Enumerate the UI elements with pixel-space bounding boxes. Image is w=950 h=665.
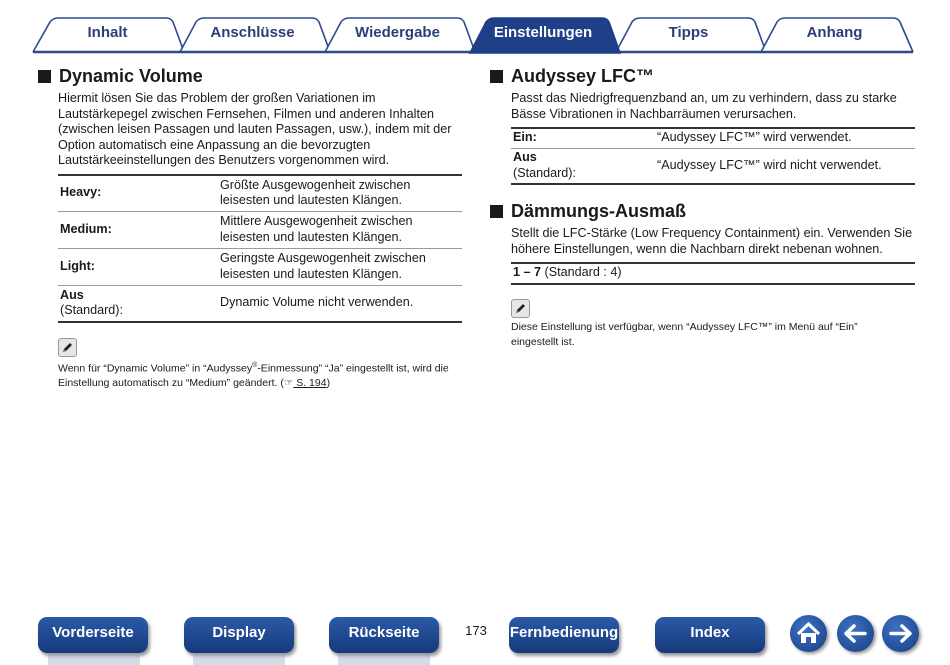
heading-square-icon — [38, 70, 51, 83]
option-desc: Geringste Ausgewogenheit zwischen leisesten und lautesten Klängen. — [218, 248, 462, 285]
audyssey-lfc-title: Audyssey LFC™ — [511, 65, 655, 86]
nav-fernbedienung-button[interactable]: Fernbedienung — [509, 617, 619, 653]
table-row — [58, 285, 462, 322]
pencil-note-icon — [511, 299, 530, 318]
pencil-note-icon — [58, 338, 77, 357]
back-arrow-icon — [837, 615, 874, 652]
heading-square-icon — [490, 70, 503, 83]
back-button[interactable] — [837, 615, 874, 652]
option-key: Heavy: — [58, 175, 218, 211]
dynamic-volume-intro: Hiermit lösen Sie das Problem der großen Variationen im Lautstärkepegel zwischen Fernsehen, Filmen und anderen Inhalten (zwischen leisen Passagen und lauten Passagen, usw.), indem mit der Option automatisch eine Anpassung an die bevorzugten Lautstärkeeinstellungen des Benutzers vorgenommen wird. — [58, 91, 452, 168]
note-reg-mark: ® — [252, 362, 258, 369]
home-button[interactable] — [790, 615, 827, 652]
range-value: 1 – 7 — [513, 265, 542, 279]
option-key: Light: — [58, 248, 218, 285]
nav-shadow — [338, 651, 430, 665]
option-key-sub: (Standard): — [513, 165, 576, 180]
option-key-sub: (Standard): — [60, 303, 123, 318]
option-desc: “Audyssey LFC™” wird verwendet. — [655, 128, 915, 148]
daemmungs-note: Diese Einstellung ist verfügbar, wenn “Audyssey LFC™” im Menü auf “Ein” eingestellt ist. — [511, 321, 858, 348]
table-row — [511, 148, 915, 184]
tab-bar — [0, 0, 950, 56]
tab-tipps[interactable]: Tipps — [668, 24, 709, 41]
page-number: 173 — [465, 623, 487, 638]
range-default: (Standard : 4) — [541, 265, 622, 279]
heading-square-icon — [490, 205, 503, 218]
option-desc: “Audyssey LFC™” wird nicht verwendet. — [655, 148, 915, 184]
table-row — [58, 175, 462, 211]
option-key-cell — [58, 285, 218, 322]
option-key: Medium: — [58, 211, 218, 248]
note-text-1: Wenn für “Dynamic Volume” in “Audyssey — [58, 362, 253, 375]
nav-shadow — [48, 651, 140, 665]
nav-rueckseite-button[interactable]: Rückseite — [329, 617, 439, 653]
audyssey-lfc-options-table — [511, 127, 915, 185]
daemmungs-ausmass-intro: Stellt die LFC-Stärke (Low Frequency Containment) ein. Verwenden Sie höhere Einstellungen, wenn die Nachbarn direkt nebenan wohnen. — [511, 226, 913, 256]
nav-shadow — [193, 651, 285, 665]
audyssey-lfc-heading — [490, 65, 654, 87]
daemmungs-ausmass-heading — [490, 200, 686, 222]
daemmungs-range — [513, 265, 622, 279]
nav-display-button[interactable]: Display — [184, 617, 294, 653]
dynamic-volume-title: Dynamic Volume — [59, 65, 203, 86]
forward-arrow-icon — [882, 615, 919, 652]
tab-wiedergabe[interactable]: Wiedergabe — [355, 24, 440, 41]
option-key: Aus — [60, 287, 84, 302]
page-ref-link[interactable]: S. 194 — [293, 377, 327, 389]
range-top-rule — [511, 262, 915, 264]
tab-inhalt[interactable]: Inhalt — [87, 24, 128, 41]
table-row — [58, 211, 462, 248]
option-desc: Größte Ausgewogenheit zwischen leisesten und lautesten Klängen. — [218, 175, 462, 211]
option-desc: Mittlere Ausgewogenheit zwischen leisesten und lautesten Klängen. — [218, 211, 462, 248]
note-text-2: -Einmessung” “Ja” eingestellt ist, wird die Einstellung automatisch zu “Medium” geändert. ( — [58, 362, 449, 389]
dynamic-volume-options-table — [58, 174, 462, 323]
nav-index-button[interactable]: Index — [655, 617, 765, 653]
option-desc: Dynamic Volume nicht verwenden. — [218, 285, 462, 322]
tab-anhang[interactable]: Anhang — [806, 24, 863, 41]
tab-einstellungen[interactable]: Einstellungen — [493, 24, 593, 41]
daemmungs-ausmass-title: Dämmungs-Ausmaß — [511, 200, 687, 221]
range-bottom-rule — [511, 283, 915, 285]
note-text-3: ) — [326, 377, 331, 389]
table-row — [511, 128, 915, 148]
dynamic-volume-heading — [38, 65, 203, 87]
option-key: Ein: — [511, 128, 655, 148]
nav-vorderseite-button[interactable]: Vorderseite — [38, 617, 148, 653]
option-key: Aus — [513, 150, 537, 165]
audyssey-lfc-intro: Passt das Niedrigfrequenzband an, um zu verhindern, dass zu starke Bässe Vibrationen in Nachbarräumen verursachen. — [511, 91, 897, 121]
forward-button[interactable] — [882, 615, 919, 652]
tab-anschluesse[interactable]: Anschlüsse — [210, 24, 295, 41]
table-row — [58, 248, 462, 285]
home-icon — [790, 615, 827, 652]
option-key-cell — [511, 148, 655, 184]
dynamic-volume-note — [58, 359, 468, 391]
page-ref-hand-icon: ☞ — [283, 377, 294, 389]
